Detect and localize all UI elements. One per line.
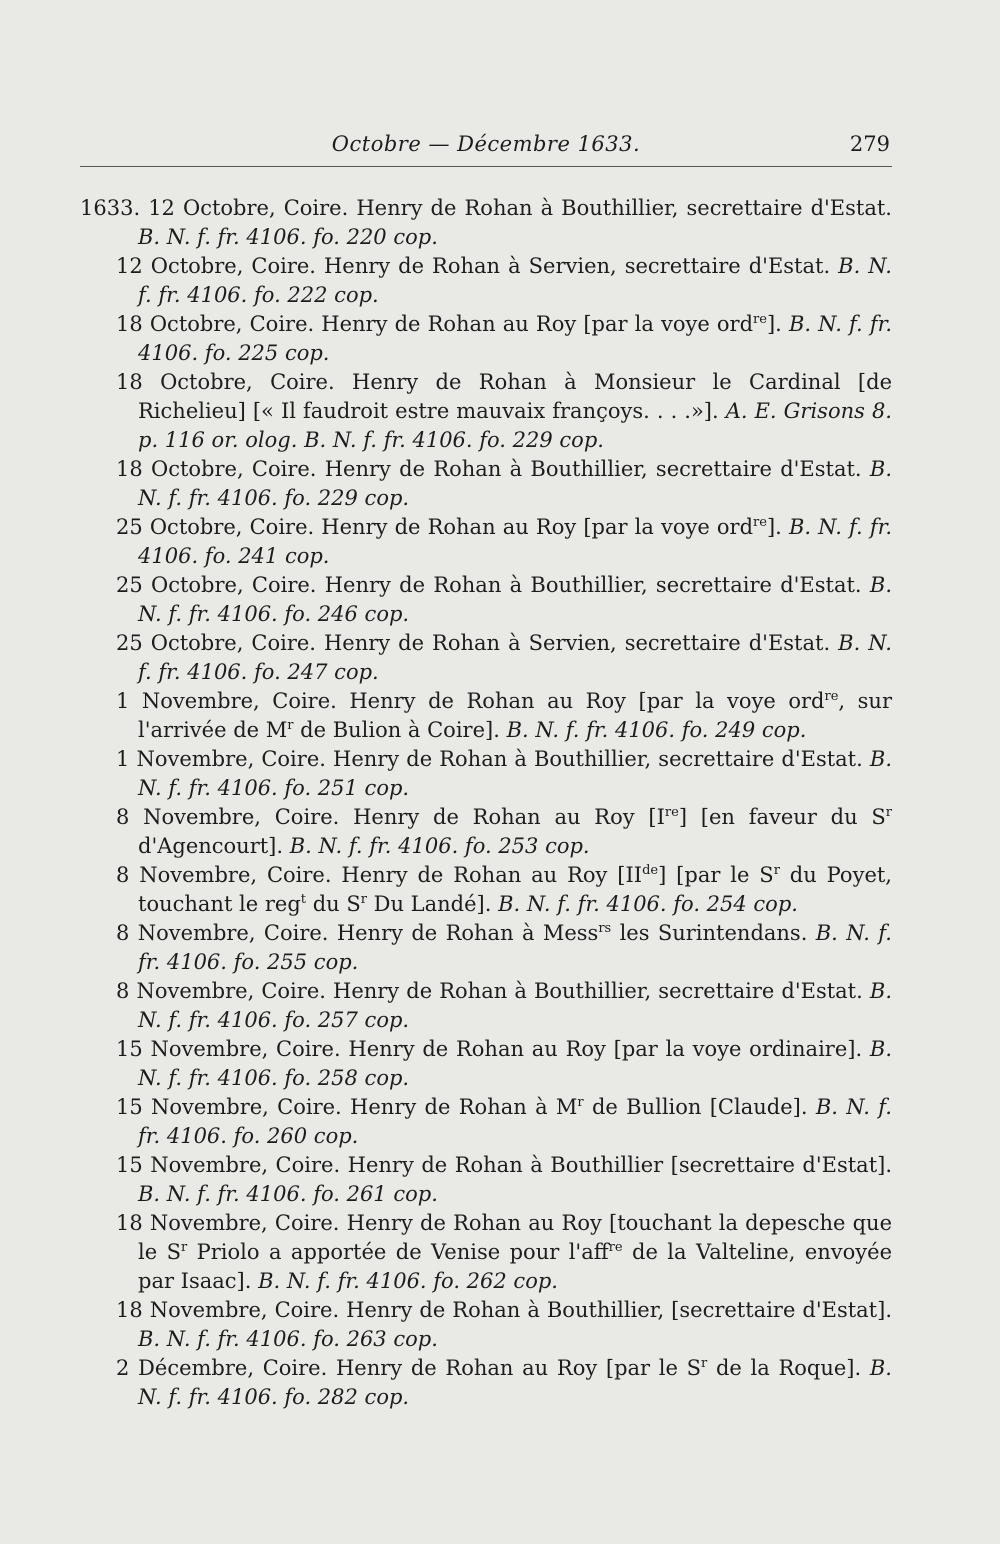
entry-text: 18 Novembre, Coire. Henry de Rohan au Roy [touchant la depesche que le $S^r$ Priolo a apportée de Venise pour l'aff$^{re}$ de la Valteline, envoyée par Isaac]. xyxy=(116,1211,893,1293)
entry-text: 8 Novembre, Coire. Henry de Rohan au Roy [IIde] [par le $S^r$ du Poyet, touchant le reg$^t$ du $S^r$ Du Landé]. xyxy=(116,863,892,916)
entry-text: 8 Novembre, Coire. Henry de Rohan au Roy [Ire] [en faveur du $S^r$ d'Agencourt]. xyxy=(116,805,892,858)
entry-text: 18 Octobre, Coire. Henry de Rohan à Bouthillier, secrettaire d'Estat. xyxy=(116,457,870,481)
entry-reference: B. N. f. fr. 4106. fo. 263 cop. xyxy=(138,1327,438,1351)
page-header xyxy=(80,128,892,164)
entry-reference: A. E. Grisons 8. p. 116 or. olog. B. N. f. fr. 4106. fo. 229 cop. xyxy=(138,399,892,452)
entry-reference: B. N. f. fr. 4106. fo. 261 cop. xyxy=(138,1182,438,1206)
letter-entry xyxy=(80,861,892,919)
letter-entry xyxy=(80,194,892,252)
letter-entry xyxy=(80,919,892,977)
entry-text: 15 Novembre, Coire. Henry de Rohan à Bouthillier [secrettaire d'Estat]. xyxy=(116,1153,892,1177)
entry-text: 18 Octobre, Coire. Henry de Rohan au Roy [par la voye ord$^{re}$]. xyxy=(116,312,789,336)
letter-entry xyxy=(80,1209,892,1296)
letter-entry xyxy=(80,252,892,310)
entry-text: 12 Octobre, Coire. Henry de Rohan à Servien, secrettaire d'Estat. xyxy=(116,254,839,278)
entry-text: 15 Novembre, Coire. Henry de Rohan au Roy [par la voye ordinaire]. xyxy=(116,1037,870,1061)
letter-entry xyxy=(80,977,892,1035)
entry-reference: B. N. f. fr. 4106. fo. 247 cop. xyxy=(138,631,892,684)
entry-reference: B. N. f. fr. 4106. fo. 249 cop. xyxy=(506,718,807,742)
entry-reference: B. N. f. fr. 4106. fo. 260 cop. xyxy=(138,1095,892,1148)
entry-text: 25 Octobre, Coire. Henry de Rohan au Roy [par la voye ord$^{re}$]. xyxy=(116,515,789,539)
letter-entry xyxy=(80,455,892,513)
entry-text: 25 Octobre, Coire. Henry de Rohan à Bouthillier, secrettaire d'Estat. xyxy=(116,573,870,597)
entry-text: 2 Décembre, Coire. Henry de Rohan au Roy [par le $S^r$ de la Roque]. xyxy=(116,1356,870,1380)
letter-entry xyxy=(80,368,892,455)
entry-text: 8 Novembre, Coire. Henry de Rohan à Bouthillier, secrettaire d'Estat. xyxy=(116,979,870,1003)
letter-entry xyxy=(80,1296,892,1354)
entry-reference: B. N. f. fr. 4106. fo. 251 cop. xyxy=(138,747,892,800)
letter-entry xyxy=(80,1093,892,1151)
entry-text: 1 Novembre, Coire. Henry de Rohan au Roy [par la voye ord$^{re}$, sur l'arrivée de $M^r$ de Bulion à Coire]. xyxy=(116,689,892,742)
entry-reference: B. N. f. fr. 4106. fo. 246 cop. xyxy=(138,573,892,626)
entry-reference: B. N. f. fr. 4106. fo. 262 cop. xyxy=(258,1269,558,1293)
entry-reference: B. N. f. fr. 4106. fo. 220 cop. xyxy=(138,225,438,249)
letter-entry xyxy=(80,571,892,629)
letter-entry xyxy=(80,513,892,571)
entry-reference: B. N. f. fr. 4106. fo. 253 cop. xyxy=(289,834,590,858)
entry-text: 18 Novembre, Coire. Henry de Rohan à Bouthillier, [secrettaire d'Estat]. xyxy=(116,1298,892,1322)
entry-reference: B. N. f. fr. 4106. fo. 225 cop. xyxy=(138,312,893,365)
entry-reference: B. N. f. fr. 4106. fo. 282 cop. xyxy=(138,1356,892,1409)
entry-reference: B. N. f. fr. 4106. fo. 257 cop. xyxy=(138,979,892,1032)
entry-text: 8 Novembre, Coire. Henry de Rohan à Mess$^{rs}$ les Surintendans. xyxy=(116,921,816,945)
entry-text: 12 Octobre, Coire. Henry de Rohan à Bouthillier, secrettaire d'Estat. xyxy=(148,196,892,220)
running-title: Octobre — Décembre 1633. xyxy=(331,132,641,156)
entry-reference: B. N. f. fr. 4106. fo. 229 cop. xyxy=(138,457,892,510)
letter-entry xyxy=(80,629,892,687)
letter-entry xyxy=(80,1151,892,1209)
entry-text: 18 Octobre, Coire. Henry de Rohan à Monsieur le Cardinal [de Richelieu] [« Il faudroit estre mauvaix françoys. . . .»]. xyxy=(116,370,892,423)
page-number: 279 xyxy=(849,132,890,156)
entry-reference: B. N. f. fr. 4106. fo. 222 cop. xyxy=(138,254,892,307)
letter-entry xyxy=(80,687,892,745)
letter-entry xyxy=(80,310,892,368)
letter-entry xyxy=(80,803,892,861)
entry-reference: B. N. f. fr. 4106. fo. 241 cop. xyxy=(138,515,893,568)
letter-entry xyxy=(80,1354,892,1412)
letter-entry xyxy=(80,1035,892,1093)
header-rule xyxy=(80,166,892,167)
entry-reference: B. N. f. fr. 4106. fo. 255 cop. xyxy=(138,921,892,974)
entry-reference: B. N. f. fr. 4106. fo. 254 cop. xyxy=(498,892,798,916)
letter-entry xyxy=(80,745,892,803)
entry-year: 1633. xyxy=(80,196,149,220)
entry-text: 15 Novembre, Coire. Henry de Rohan à $M^r$ de Bullion [Claude]. xyxy=(116,1095,816,1119)
entry-text: 25 Octobre, Coire. Henry de Rohan à Servien, secrettaire d'Estat. xyxy=(116,631,839,655)
entry-list xyxy=(80,194,892,1412)
entry-reference: B. N. f. fr. 4106. fo. 258 cop. xyxy=(138,1037,892,1090)
entry-text: 1 Novembre, Coire. Henry de Rohan à Bouthillier, secrettaire d'Estat. xyxy=(116,747,870,771)
